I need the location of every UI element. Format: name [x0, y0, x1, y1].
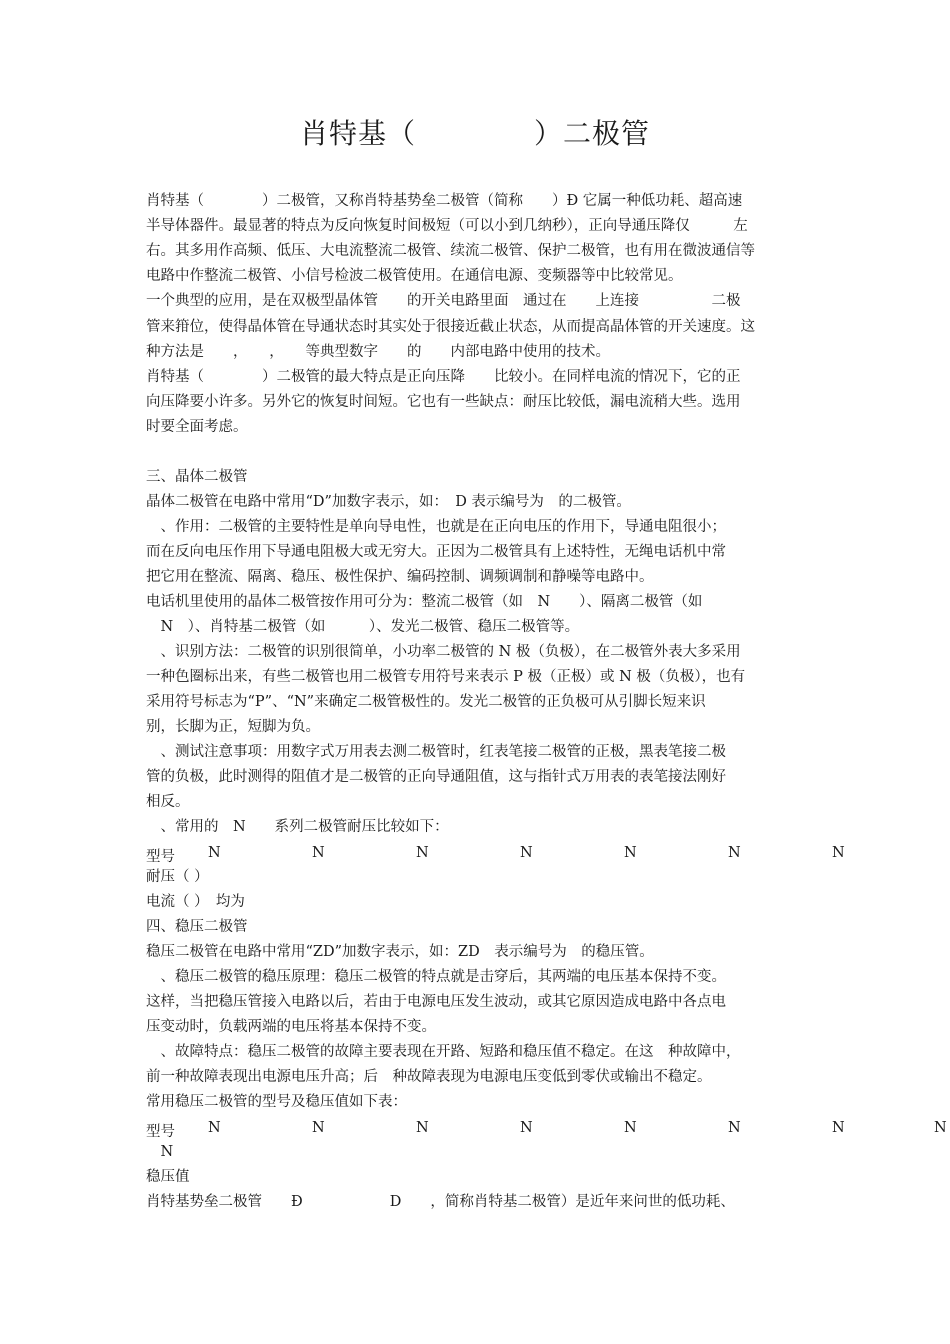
paragraph-line: 别，长脚为正，短脚为负。: [146, 719, 320, 735]
paragraph-line: 稳压值: [146, 1169, 190, 1185]
row-label: 型号: [146, 1124, 175, 1140]
table-cell: N: [934, 1120, 947, 1136]
paragraph-line: 肖特基（ ）二极管，又称肖特基势垒二极管（简称 ）Ð 它属一种低功耗、超高速: [146, 193, 743, 209]
page-title: [0, 112, 950, 152]
paragraph-line: 管来箝位，使得晶体管在导通状态时其实处于很接近截止状态，从而提高晶体管的开关速度。这: [146, 319, 755, 335]
paragraph-line: 而在反向电压作用下导通电阻极大或无穷大。正因为二极管具有上述特性，无绳电话机中常: [146, 544, 726, 560]
paragraph-line: 把它用在整流、隔离、稳压、极性保护、编码控制、调频调制和静噪等电路中。: [146, 569, 654, 585]
paragraph-line: 、识别方法：二极管的识别很简单，小功率二极管的 N 极（负极），在二极管外表大多采用: [146, 644, 741, 660]
table-cell: N: [832, 845, 845, 861]
table-cell: N: [520, 845, 533, 861]
paragraph-line: 右。其多用作高频、低压、大电流整流二极管、续流二极管、保护二极管，也有用在微波通信等: [146, 243, 755, 259]
paragraph-line: 电话机里使用的晶体二极管按作用可分为：整流二极管（如 N ）、隔离二极管（如: [146, 594, 703, 610]
diode-model-row: [146, 845, 936, 865]
section-heading: 四、稳压二极管: [146, 919, 248, 935]
paragraph-line: 肖特基势垒二极管 Ð D ，简称肖特基二极管）是近年来问世的低功耗、: [146, 1194, 735, 1210]
table-cell: N: [312, 845, 325, 861]
paragraph-line: 种方法是 ， ， 等典型数字 的 内部电路中使用的技术。: [146, 344, 610, 360]
paragraph-line: 、作用：二极管的主要特性是单向导电性，也就是在正向电压的作用下，导通电阻很小；: [146, 519, 726, 535]
paragraph-line: 电流（ ） 均为: [146, 894, 245, 910]
table-cell: N: [208, 845, 221, 861]
paragraph-line: 、故障特点：稳压二极管的故障主要表现在开路、短路和稳压值不稳定。在这 种故障中，: [146, 1044, 741, 1060]
paragraph-line: 这样，当把稳压管接入电路以后，若由于电源电压发生波动，或其它原因造成电路中各点电: [146, 994, 726, 1010]
paragraph-line: 前一种故障表现出电源电压升高；后 种故障表现为电源电压变低到零伏或输出不稳定。: [146, 1069, 712, 1085]
table-cell: N: [416, 1120, 429, 1136]
paragraph-line: 电路中作整流二极管、小信号检波二极管使用。在通信电源、变频器等中比较常见。: [146, 268, 683, 284]
table-cell: N: [416, 845, 429, 861]
zener-model-row: [146, 1120, 946, 1140]
paragraph-line: 时要全面考虑。: [146, 419, 248, 435]
table-cell: N: [728, 1120, 741, 1136]
table-cell: N: [624, 845, 637, 861]
paragraph-line: 管的负极，此时测得的阻值才是二极管的正向导通阻值，这与指针式万用表的表笔接法刚好: [146, 769, 726, 785]
paragraph-line: 耐压（ ）: [146, 869, 209, 885]
paragraph-line: 晶体二极管在电路中常用“D”加数字表示，如： D 表示编号为 的二极管。: [146, 494, 631, 510]
paragraph-line: 半导体器件。最显著的特点为反向恢复时间极短（可以小到几纳秒），正向导通压降仅 左: [146, 218, 748, 234]
paragraph-line: 压变动时，负载两端的电压将基本保持不变。: [146, 1019, 436, 1035]
table-cell: N: [624, 1120, 637, 1136]
table-cell: N: [728, 845, 741, 861]
row-label: 型号: [146, 849, 175, 865]
paragraph-line: 常用稳压二极管的型号及稳压值如下表：: [146, 1094, 407, 1110]
paragraph-line: 肖特基（ ）二极管的最大特点是正向压降 比较小。在同样电流的情况下，它的正: [146, 369, 741, 385]
paragraph-line: 、稳压二极管的稳压原理：稳压二极管的特点就是击穿后，其两端的电压基本保持不变。: [146, 969, 726, 985]
paragraph-line: 、常用的 N 系列二极管耐压比较如下：: [146, 819, 449, 835]
paragraph-line: 一种色圈标出来，有些二极管也用二极管专用符号来表示 P 极（正极）或 N 极（负极），也有: [146, 669, 746, 685]
paragraph-line: 向压降要小许多。另外它的恢复时间短。它也有一些缺点：耐压比较低，漏电流稍大些。选用: [146, 394, 741, 410]
paragraph-line: 稳压二极管在电路中常用“ZD”加数字表示，如：ZD 表示编号为 的稳压管。: [146, 944, 654, 960]
section-heading: 三、晶体二极管: [146, 469, 248, 485]
table-cell: N: [832, 1120, 845, 1136]
paragraph-line: N ）、肖特基二极管（如 ）、发光二极管、稳压二极管等。: [146, 619, 580, 635]
table-cell: N: [208, 1120, 221, 1136]
paragraph-line: 采用符号标志为“P”、“N”来确定二极管极性的。发光二极管的正负极可从引脚长短来识: [146, 694, 706, 710]
table-cell: N: [312, 1120, 325, 1136]
title-right: ）二极管: [534, 117, 651, 150]
paragraph-line: 、测试注意事项：用数字式万用表去测二极管时，红表笔接二极管的正极，黑表笔接二极: [146, 744, 726, 760]
paragraph-line: N: [146, 1144, 174, 1160]
table-cell: N: [520, 1120, 533, 1136]
paragraph-line: 一个典型的应用，是在双极型晶体管 的开关电路里面 通过在 上连接 二极: [146, 293, 741, 309]
paragraph-line: 相反。: [146, 794, 190, 810]
title-left: 肖特基（: [299, 117, 416, 150]
